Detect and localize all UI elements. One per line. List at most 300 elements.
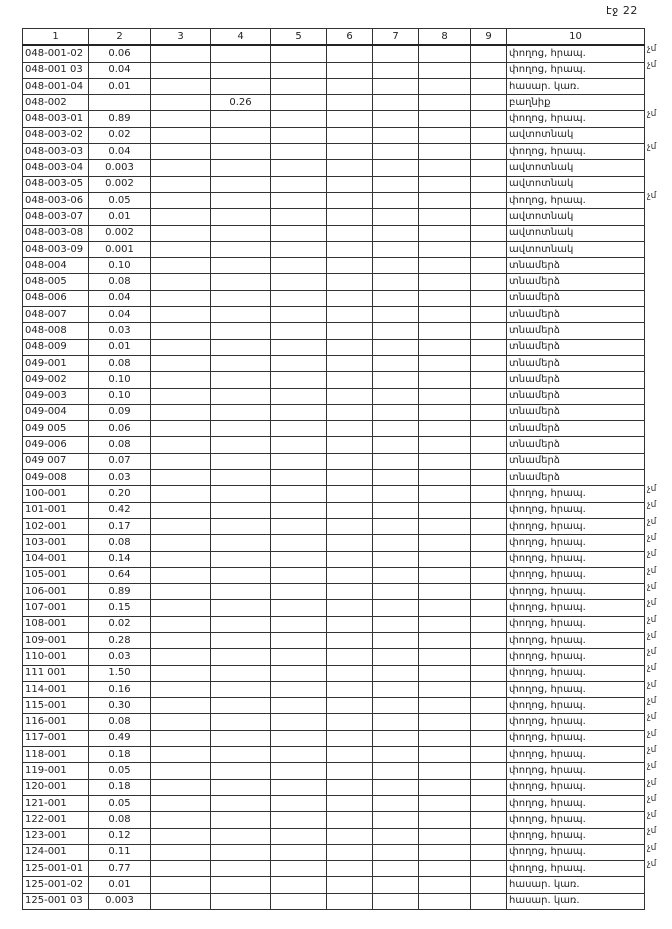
col-header-7: 7 — [373, 29, 419, 46]
empty-cell — [471, 714, 507, 730]
empty-cell — [151, 747, 211, 763]
table-row — [23, 225, 645, 241]
table-row — [23, 681, 645, 697]
empty-cell — [471, 307, 507, 323]
land-use-cell: տնամերձ — [507, 437, 645, 453]
col4-value-cell — [211, 844, 271, 860]
parcel-code-cell: 048-003-01 — [23, 111, 89, 127]
empty-cell — [419, 127, 471, 143]
empty-cell — [151, 241, 211, 257]
empty-cell — [151, 388, 211, 404]
parcel-code-cell: 048-008 — [23, 323, 89, 339]
empty-cell — [471, 176, 507, 192]
empty-cell — [373, 795, 419, 811]
empty-cell — [271, 877, 327, 893]
area-cell: 0.05 — [89, 763, 151, 779]
empty-cell — [151, 600, 211, 616]
area-cell: 0.15 — [89, 600, 151, 616]
parcel-code-cell: 049-008 — [23, 470, 89, 486]
empty-cell — [151, 323, 211, 339]
empty-cell — [327, 160, 373, 176]
empty-cell — [373, 45, 419, 62]
table-row — [23, 437, 645, 453]
empty-cell — [271, 795, 327, 811]
empty-cell — [373, 486, 419, 502]
empty-cell — [271, 844, 327, 860]
area-cell — [89, 95, 151, 111]
empty-cell — [151, 681, 211, 697]
empty-cell — [271, 307, 327, 323]
empty-cell — [373, 62, 419, 78]
empty-cell — [151, 307, 211, 323]
empty-cell — [327, 404, 373, 420]
empty-cell — [373, 258, 419, 274]
land-use-cell: հասար. կառ. — [507, 78, 645, 94]
empty-cell — [471, 681, 507, 697]
land-use-cell: փողոց, հրապ. — [507, 861, 645, 877]
empty-cell — [471, 45, 507, 62]
empty-cell — [373, 127, 419, 143]
empty-cell — [419, 437, 471, 453]
empty-cell — [419, 665, 471, 681]
parcel-code-cell: 048-003-03 — [23, 144, 89, 160]
land-use-cell: փողոց, հրապ. — [507, 567, 645, 583]
empty-cell — [327, 551, 373, 567]
empty-cell — [373, 388, 419, 404]
empty-cell — [419, 307, 471, 323]
land-use-cell: փողոց, հրապ. — [507, 779, 645, 795]
margin-mark: չմ — [647, 712, 657, 723]
empty-cell — [327, 763, 373, 779]
empty-cell — [419, 844, 471, 860]
empty-cell — [419, 78, 471, 94]
empty-cell — [327, 747, 373, 763]
empty-cell — [271, 535, 327, 551]
empty-cell — [373, 307, 419, 323]
col4-value-cell — [211, 698, 271, 714]
empty-cell — [271, 861, 327, 877]
empty-cell — [271, 241, 327, 257]
land-use-cell: փողոց, հրապ. — [507, 844, 645, 860]
land-use-cell: փողոց, հրապ. — [507, 192, 645, 208]
table-row — [23, 307, 645, 323]
empty-cell — [327, 584, 373, 600]
empty-cell — [373, 111, 419, 127]
area-cell: 0.08 — [89, 437, 151, 453]
area-cell: 0.42 — [89, 502, 151, 518]
area-cell: 0.08 — [89, 274, 151, 290]
empty-cell — [471, 323, 507, 339]
empty-cell — [471, 355, 507, 371]
empty-cell — [151, 95, 211, 111]
empty-cell — [151, 437, 211, 453]
area-cell: 0.03 — [89, 470, 151, 486]
land-use-cell: բաղնիք — [507, 95, 645, 111]
area-cell: 0.17 — [89, 518, 151, 534]
col4-value-cell — [211, 763, 271, 779]
margin-mark: չմ — [647, 533, 657, 543]
empty-cell — [151, 192, 211, 208]
empty-cell — [373, 681, 419, 697]
margin-mark: չմ — [647, 60, 657, 71]
parcel-code-cell: 048-003-09 — [23, 241, 89, 257]
empty-cell — [327, 225, 373, 241]
land-use-cell: փողոց, հրապ. — [507, 812, 645, 828]
empty-cell — [373, 95, 419, 111]
land-use-cell: տնամերձ — [507, 339, 645, 355]
land-use-cell: փողոց, հրապ. — [507, 714, 645, 730]
parcel-code-cell: 048-004 — [23, 258, 89, 274]
empty-cell — [151, 45, 211, 62]
col-header-10: 10 — [507, 29, 645, 46]
parcel-code-cell: 125-001-02 — [23, 877, 89, 893]
empty-cell — [327, 209, 373, 225]
margin-mark: չմ — [647, 581, 657, 592]
area-cell: 0.05 — [89, 192, 151, 208]
empty-cell — [471, 665, 507, 681]
col4-value-cell — [211, 779, 271, 795]
table-row — [23, 518, 645, 534]
parcel-code-cell: 121-001 — [23, 795, 89, 811]
empty-cell — [151, 111, 211, 127]
empty-cell — [327, 714, 373, 730]
empty-cell — [471, 486, 507, 502]
empty-cell — [151, 828, 211, 844]
empty-cell — [327, 470, 373, 486]
area-cell: 0.08 — [89, 355, 151, 371]
area-cell: 0.06 — [89, 421, 151, 437]
empty-cell — [151, 453, 211, 469]
empty-cell — [151, 502, 211, 518]
empty-cell — [327, 486, 373, 502]
col4-value-cell — [211, 877, 271, 893]
empty-cell — [471, 258, 507, 274]
table-row — [23, 323, 645, 339]
land-use-cell: տնամերձ — [507, 404, 645, 420]
col4-value-cell — [211, 665, 271, 681]
parcel-code-cell: 109-001 — [23, 632, 89, 648]
empty-cell — [327, 698, 373, 714]
parcel-code-cell: 100-001 — [23, 486, 89, 502]
area-cell: 0.02 — [89, 616, 151, 632]
empty-cell — [271, 225, 327, 241]
land-use-cell: տնամերձ — [507, 372, 645, 388]
empty-cell — [471, 502, 507, 518]
empty-cell — [151, 795, 211, 811]
parcel-code-cell: 048-003-07 — [23, 209, 89, 225]
empty-cell — [419, 453, 471, 469]
area-cell: 0.002 — [89, 176, 151, 192]
col4-value-cell — [211, 518, 271, 534]
empty-cell — [419, 176, 471, 192]
land-use-cell: փողոց, հրապ. — [507, 584, 645, 600]
empty-cell — [327, 844, 373, 860]
area-cell: 0.64 — [89, 567, 151, 583]
empty-cell — [271, 584, 327, 600]
parcel-code-cell: 049 007 — [23, 453, 89, 469]
col4-value-cell — [211, 714, 271, 730]
margin-mark: չմ — [647, 810, 657, 821]
empty-cell — [327, 567, 373, 583]
area-cell: 0.08 — [89, 535, 151, 551]
empty-cell — [271, 665, 327, 681]
area-cell: 0.04 — [89, 144, 151, 160]
parcel-code-cell: 049 005 — [23, 421, 89, 437]
empty-cell — [373, 421, 419, 437]
empty-cell — [419, 632, 471, 648]
empty-cell — [419, 192, 471, 208]
empty-cell — [373, 355, 419, 371]
col4-value-cell — [211, 111, 271, 127]
empty-cell — [271, 258, 327, 274]
land-use-cell: փողոց, հրապ. — [507, 795, 645, 811]
empty-cell — [419, 225, 471, 241]
parcel-code-cell: 049-004 — [23, 404, 89, 420]
land-use-cell: փողոց, հրապ. — [507, 551, 645, 567]
empty-cell — [327, 372, 373, 388]
parcel-code-cell: 048-003-04 — [23, 160, 89, 176]
empty-cell — [419, 600, 471, 616]
margin-mark: չմ — [647, 728, 657, 739]
table-row — [23, 649, 645, 665]
parcel-code-cell: 104-001 — [23, 551, 89, 567]
empty-cell — [419, 486, 471, 502]
table-row — [23, 404, 645, 420]
area-cell: 0.89 — [89, 584, 151, 600]
empty-cell — [271, 45, 327, 62]
table-row — [23, 62, 645, 78]
land-use-cell: փողոց, հրապ. — [507, 730, 645, 746]
col-header-5: 5 — [271, 29, 327, 46]
area-cell: 0.01 — [89, 209, 151, 225]
land-use-cell: տնամերձ — [507, 290, 645, 306]
parcel-code-cell: 119-001 — [23, 763, 89, 779]
col4-value-cell — [211, 437, 271, 453]
empty-cell — [373, 844, 419, 860]
empty-cell — [327, 437, 373, 453]
empty-cell — [271, 421, 327, 437]
col4-value-cell — [211, 388, 271, 404]
empty-cell — [271, 339, 327, 355]
area-cell: 0.14 — [89, 551, 151, 567]
empty-cell — [271, 698, 327, 714]
empty-cell — [151, 355, 211, 371]
margin-mark: չմ — [647, 190, 657, 201]
land-use-cell: ավտոտնակ — [507, 241, 645, 257]
empty-cell — [373, 404, 419, 420]
empty-cell — [471, 649, 507, 665]
empty-cell — [327, 111, 373, 127]
parcel-code-cell: 048-002 — [23, 95, 89, 111]
parcel-code-cell: 049-002 — [23, 372, 89, 388]
area-cell: 0.18 — [89, 747, 151, 763]
table-row — [23, 502, 645, 518]
empty-cell — [419, 779, 471, 795]
empty-cell — [471, 844, 507, 860]
margin-mark: չմ — [647, 826, 657, 837]
empty-cell — [327, 681, 373, 697]
empty-cell — [373, 339, 419, 355]
empty-cell — [271, 453, 327, 469]
margin-mark: չմ — [647, 516, 657, 527]
empty-cell — [327, 388, 373, 404]
empty-cell — [151, 698, 211, 714]
table-row — [23, 535, 645, 551]
land-use-cell: ավտոտնակ — [507, 209, 645, 225]
margin-mark: չմ — [647, 679, 657, 690]
empty-cell — [471, 779, 507, 795]
empty-cell — [419, 747, 471, 763]
col4-value-cell — [211, 616, 271, 632]
margin-mark: չմ — [647, 141, 657, 152]
area-cell: 0.08 — [89, 812, 151, 828]
empty-cell — [373, 551, 419, 567]
col4-value-cell — [211, 372, 271, 388]
table-row — [23, 470, 645, 486]
table-row — [23, 567, 645, 583]
empty-cell — [373, 747, 419, 763]
area-cell: 0.01 — [89, 78, 151, 94]
empty-cell — [471, 127, 507, 143]
empty-cell — [471, 274, 507, 290]
empty-cell — [419, 45, 471, 62]
empty-cell — [419, 502, 471, 518]
table-row — [23, 551, 645, 567]
empty-cell — [271, 518, 327, 534]
land-use-cell: տնամերձ — [507, 470, 645, 486]
parcel-code-cell: 120-001 — [23, 779, 89, 795]
empty-cell — [373, 893, 419, 909]
parcel-code-cell: 122-001 — [23, 812, 89, 828]
empty-cell — [419, 274, 471, 290]
col4-value-cell — [211, 551, 271, 567]
col4-value-cell — [211, 127, 271, 143]
parcel-code-cell: 048-003-06 — [23, 192, 89, 208]
empty-cell — [419, 763, 471, 779]
empty-cell — [373, 192, 419, 208]
land-use-cell: փողոց, հրապ. — [507, 535, 645, 551]
col4-value-cell — [211, 160, 271, 176]
table-row — [23, 339, 645, 355]
empty-cell — [271, 62, 327, 78]
empty-cell — [271, 600, 327, 616]
area-cell: 0.001 — [89, 241, 151, 257]
parcel-code-cell: 106-001 — [23, 584, 89, 600]
empty-cell — [271, 486, 327, 502]
area-cell: 0.003 — [89, 893, 151, 909]
parcel-code-cell: 048-006 — [23, 290, 89, 306]
table-row — [23, 893, 645, 909]
table-row — [23, 812, 645, 828]
parcel-code-cell: 048-005 — [23, 274, 89, 290]
col-header-3: 3 — [151, 29, 211, 46]
empty-cell — [327, 144, 373, 160]
empty-cell — [271, 763, 327, 779]
area-cell: 0.10 — [89, 258, 151, 274]
land-use-cell: հասար. կառ. — [507, 877, 645, 893]
land-use-cell: փողոց, հրապ. — [507, 111, 645, 127]
empty-cell — [327, 600, 373, 616]
empty-cell — [471, 437, 507, 453]
empty-cell — [271, 747, 327, 763]
empty-cell — [373, 176, 419, 192]
empty-cell — [271, 209, 327, 225]
empty-cell — [151, 844, 211, 860]
land-use-cell: ավտոտնակ — [507, 225, 645, 241]
table-row — [23, 616, 645, 632]
empty-cell — [151, 535, 211, 551]
land-use-cell: փողոց, հրապ. — [507, 518, 645, 534]
area-cell: 0.11 — [89, 844, 151, 860]
parcel-code-cell: 110-001 — [23, 649, 89, 665]
empty-cell — [419, 730, 471, 746]
empty-cell — [373, 714, 419, 730]
empty-cell — [327, 649, 373, 665]
col4-value-cell — [211, 632, 271, 648]
empty-cell — [327, 323, 373, 339]
col4-value-cell — [211, 45, 271, 62]
table-row — [23, 584, 645, 600]
empty-cell — [471, 698, 507, 714]
empty-cell — [419, 62, 471, 78]
empty-cell — [419, 893, 471, 909]
area-cell: 0.04 — [89, 62, 151, 78]
land-use-cell: տնամերձ — [507, 453, 645, 469]
col-header-2: 2 — [89, 29, 151, 46]
parcel-code-cell: 117-001 — [23, 730, 89, 746]
empty-cell — [471, 747, 507, 763]
col4-value-cell — [211, 681, 271, 697]
empty-cell — [373, 144, 419, 160]
table-row — [23, 795, 645, 811]
empty-cell — [373, 323, 419, 339]
empty-cell — [471, 616, 507, 632]
empty-cell — [471, 62, 507, 78]
table-row — [23, 779, 645, 795]
empty-cell — [327, 127, 373, 143]
land-use-cell: փողոց, հրապ. — [507, 486, 645, 502]
col4-value-cell — [211, 502, 271, 518]
col-header-1: 1 — [23, 29, 89, 46]
empty-cell — [471, 795, 507, 811]
empty-cell — [271, 388, 327, 404]
empty-cell — [419, 518, 471, 534]
empty-cell — [271, 355, 327, 371]
empty-cell — [271, 893, 327, 909]
empty-cell — [471, 584, 507, 600]
table-row — [23, 698, 645, 714]
empty-cell — [419, 111, 471, 127]
empty-cell — [373, 241, 419, 257]
empty-cell — [271, 404, 327, 420]
margin-mark: չմ — [647, 500, 657, 511]
land-use-cell: փողոց, հրապ. — [507, 649, 645, 665]
empty-cell — [471, 209, 507, 225]
empty-cell — [419, 551, 471, 567]
empty-cell — [151, 225, 211, 241]
empty-cell — [419, 160, 471, 176]
empty-cell — [271, 95, 327, 111]
land-use-cell: տնամերձ — [507, 388, 645, 404]
area-cell: 0.10 — [89, 388, 151, 404]
area-cell: 0.07 — [89, 453, 151, 469]
col4-value-cell — [211, 649, 271, 665]
margin-mark: չմ — [647, 744, 657, 755]
area-cell: 0.10 — [89, 372, 151, 388]
empty-cell — [419, 290, 471, 306]
empty-cell — [419, 470, 471, 486]
parcel-code-cell: 105-001 — [23, 567, 89, 583]
